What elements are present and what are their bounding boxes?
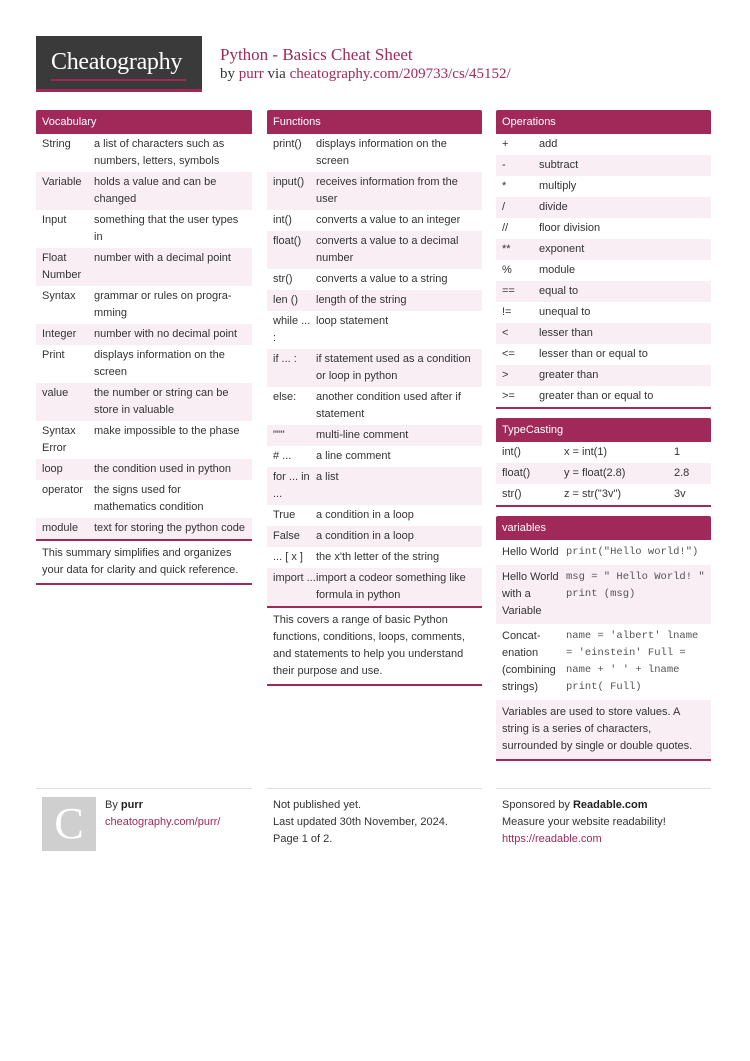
vocabulary-section — [36, 110, 252, 585]
page-title: Python - Basics Cheat Sheet — [220, 45, 413, 64]
vocabulary-row-cell-2: displays information on the screen — [94, 349, 225, 378]
operation-row — [496, 365, 711, 386]
variable-row — [496, 565, 711, 624]
footer-sponsor-block — [502, 797, 666, 848]
operation-row-cell-2: multiply — [539, 180, 577, 192]
author-link[interactable]: purr — [238, 66, 264, 82]
variables-header: variables — [496, 516, 711, 540]
operation-row-cell-2: unequal to — [539, 306, 591, 318]
typecasting-row-cell-2: y = float(2.8) — [564, 467, 626, 479]
footer — [36, 788, 711, 858]
vocabulary-row-cell-1: operator — [42, 484, 83, 496]
typecasting-row — [496, 463, 711, 484]
footer-by-label: By — [105, 799, 118, 811]
operation-row-cell-2: divide — [539, 201, 568, 213]
vocabulary-row-cell-2: number with no decimal point — [94, 328, 238, 340]
operation-row-cell-2: greater than or equal to — [539, 390, 654, 402]
vocabulary-row — [36, 324, 252, 345]
function-row — [267, 568, 482, 606]
function-row-cell-1: False — [273, 530, 300, 542]
function-row-cell-2: if statement used as a condition or loop in python — [316, 353, 471, 382]
operation-row — [496, 260, 711, 281]
operation-row — [496, 323, 711, 344]
variable-row-cell-1: Hello World with a Variable — [502, 571, 559, 617]
function-row-cell-2: a condition in a loop — [316, 509, 414, 521]
function-row-cell-2: a condition in a loop — [316, 530, 414, 542]
via-label: via — [267, 66, 286, 82]
vocabulary-row-cell-2: the condition used in python — [94, 463, 231, 475]
vocabulary-table — [36, 134, 252, 541]
operations-section — [496, 110, 711, 409]
function-row-cell-1: print() — [273, 138, 302, 150]
function-row-cell-1: int() — [273, 214, 292, 226]
column-2 — [267, 110, 482, 695]
publish-status: Not published yet. — [273, 799, 362, 811]
column-3 — [496, 110, 711, 770]
operation-row-cell-1: < — [502, 327, 509, 339]
operation-row — [496, 176, 711, 197]
operation-row-cell-2: lesser than — [539, 327, 593, 339]
function-row-cell-2: loop statement — [316, 315, 389, 327]
operations-header: Operations — [496, 110, 711, 134]
vocabulary-row-cell-1: value — [42, 387, 69, 399]
typecasting-row — [496, 484, 711, 505]
operation-row-cell-1: ** — [502, 243, 511, 255]
function-row — [267, 269, 482, 290]
function-row-cell-1: """ — [273, 429, 285, 441]
function-row-cell-1: # ... — [273, 450, 292, 462]
operation-row — [496, 239, 711, 260]
typecasting-row-cell-1: str() — [502, 488, 522, 500]
vocabulary-row — [36, 172, 252, 210]
operation-row — [496, 134, 711, 155]
vocabulary-row-cell-1: Syntax — [42, 290, 76, 302]
operation-row — [496, 386, 711, 407]
variables-note: Variables are used to store values. A string is a series of characters, surrounded by single or double quotes. — [496, 700, 711, 761]
operation-row-cell-1: == — [502, 285, 515, 297]
logo-underline — [51, 79, 186, 81]
footer-divider — [496, 788, 711, 789]
operation-row — [496, 197, 711, 218]
function-row — [267, 349, 482, 387]
footer-author-block — [105, 797, 220, 831]
variable-row-cell-1: Concatenation (combining strings) — [502, 630, 556, 693]
function-row-cell-1: True — [273, 509, 296, 521]
functions-section — [267, 110, 482, 686]
vocabulary-row — [36, 210, 252, 248]
function-row-cell-2: the x'th letter of the string — [316, 551, 440, 563]
typecasting-row-cell-1: int() — [502, 446, 521, 458]
functions-header: Functions — [267, 110, 482, 134]
vocabulary-row — [36, 459, 252, 480]
operation-row-cell-1: * — [502, 180, 507, 192]
function-row — [267, 311, 482, 349]
sponsor-tagline: Measure your website readability! — [502, 816, 666, 828]
function-row-cell-2: a list — [316, 471, 339, 483]
vocabulary-row-cell-1: Print — [42, 349, 65, 361]
operation-row-cell-1: + — [502, 138, 509, 150]
operation-row-cell-2: lesser than or equal to — [539, 348, 648, 360]
function-row-cell-2: a line comment — [316, 450, 391, 462]
vocabulary-row-cell-2: something that the user types in — [94, 214, 239, 243]
variable-row-cell-2: name = 'albert' lname = 'einstein' Full = name + ' ' + lname print( Full) — [566, 630, 699, 693]
operation-row-cell-2: equal to — [539, 285, 579, 297]
function-row-cell-1: import ... — [273, 572, 316, 584]
function-row-cell-2: multi-line comment — [316, 429, 409, 441]
typecasting-row-cell-2: z = str("3v") — [564, 488, 622, 500]
function-row — [267, 134, 482, 172]
sheet-url-link[interactable]: cheatography.com/209733/cs/45152/ — [289, 66, 511, 82]
variable-row-cell-2: msg = " Hello World! " print (msg) — [566, 571, 705, 600]
byline — [220, 66, 511, 83]
page-number: Page 1 of 2. — [273, 833, 333, 845]
vocabulary-row — [36, 286, 252, 324]
typecasting-row-cell-1: float() — [502, 467, 531, 479]
function-row — [267, 526, 482, 547]
footer-divider — [36, 788, 252, 789]
function-row-cell-2: converts a value to a decimal number — [316, 235, 459, 264]
function-row-cell-2: length of the string — [316, 294, 407, 306]
vocabulary-row — [36, 134, 252, 172]
variable-row-cell-1: Hello World — [502, 546, 559, 558]
variables-section — [496, 516, 711, 761]
typecasting-row-cell-3: 2.8 — [674, 467, 690, 479]
vocabulary-row-cell-1: loop — [42, 463, 63, 475]
operation-row-cell-2: greater than — [539, 369, 599, 381]
operation-row-cell-1: <= — [502, 348, 515, 360]
typecasting-table — [496, 442, 711, 507]
vocabulary-row — [36, 518, 252, 539]
variables-table — [496, 540, 711, 700]
function-row-cell-1: while ... : — [273, 315, 311, 344]
operation-row-cell-1: % — [502, 264, 512, 276]
function-row-cell-1: str() — [273, 273, 293, 285]
sponsor-link[interactable]: https://readable.com — [502, 833, 602, 845]
typecasting-row-cell-3: 1 — [674, 446, 681, 458]
vocabulary-header: Vocabulary — [36, 110, 252, 134]
functions-table — [267, 134, 482, 608]
function-row-cell-2: converts a value to a string — [316, 273, 448, 285]
operation-row-cell-1: / — [502, 201, 506, 213]
function-row — [267, 387, 482, 425]
vocabulary-row-cell-2: text for storing the python code — [94, 522, 246, 534]
vocabulary-row-cell-2: number with a decimal point — [94, 252, 231, 264]
vocabulary-row — [36, 383, 252, 421]
vocabulary-row-cell-1: String — [42, 138, 71, 150]
vocabulary-row-cell-1: module — [42, 522, 79, 534]
operation-row — [496, 218, 711, 239]
vocabulary-row-cell-2: a list of characters such as numbers, letters, symbols — [94, 138, 225, 167]
function-row-cell-1: float() — [273, 235, 302, 247]
vocabulary-row — [36, 248, 252, 286]
function-row — [267, 505, 482, 526]
vocabulary-row-cell-2: grammar or rules on programming — [94, 290, 232, 319]
typecasting-row — [496, 442, 711, 463]
author-avatar[interactable]: C — [42, 797, 96, 851]
function-row-cell-2: receives information from the user — [316, 176, 458, 205]
operation-row — [496, 344, 711, 365]
vocabulary-row-cell-2: holds a value and can be changed — [94, 176, 217, 205]
variable-row — [496, 624, 711, 700]
function-row — [267, 290, 482, 311]
vocabulary-row-cell-1: Float Number — [42, 252, 82, 281]
vocabulary-row-cell-1: Integer — [42, 328, 77, 340]
operation-row-cell-2: exponent — [539, 243, 585, 255]
typecasting-row-cell-2: x = int(1) — [564, 446, 608, 458]
vocabulary-row — [36, 345, 252, 383]
operation-row — [496, 281, 711, 302]
function-row — [267, 467, 482, 505]
footer-author-link[interactable]: cheatography.com/purr/ — [105, 816, 221, 828]
typecasting-section — [496, 418, 711, 507]
typecasting-header: TypeCasting — [496, 418, 711, 442]
function-row — [267, 231, 482, 269]
function-row-cell-2: another condition used after if statement — [316, 391, 461, 420]
function-row-cell-1: input() — [273, 176, 305, 188]
function-row — [267, 210, 482, 231]
logo-text: Cheatography — [51, 49, 183, 75]
sponsored-label: Sponsored by — [502, 799, 570, 811]
operation-row-cell-1: != — [502, 306, 512, 318]
vocabulary-note: This summary simplifies and organizes your data for clarity and quick reference. — [36, 541, 252, 585]
function-row — [267, 425, 482, 446]
function-row-cell-1: for ... in ... — [273, 471, 310, 500]
footer-author-name: purr — [120, 799, 143, 811]
footer-divider — [267, 788, 482, 789]
variable-row — [496, 540, 711, 565]
operation-row — [496, 302, 711, 323]
sponsor-name: Readable.com — [572, 799, 648, 811]
function-row — [267, 446, 482, 467]
function-row-cell-1: else: — [273, 391, 297, 403]
function-row-cell-2: import a codeor something like formula in python — [316, 572, 466, 601]
function-row-cell-1: if ... : — [273, 353, 297, 365]
operation-row-cell-2: floor division — [539, 222, 601, 234]
vocabulary-row-cell-1: Variable — [42, 176, 82, 188]
function-row-cell-1: len () — [273, 294, 299, 306]
by-label: by — [220, 66, 235, 82]
footer-publish-block — [273, 797, 448, 848]
vocabulary-row-cell-2: the signs used for mathematics condition — [94, 484, 204, 513]
vocabulary-row-cell-1: Syntax Error — [42, 425, 76, 454]
cheatography-logo[interactable] — [36, 36, 202, 92]
variable-row-cell-2: print("Hello world!") — [566, 546, 699, 558]
last-updated: Last updated 30th November, 2024. — [273, 816, 448, 828]
function-row-cell-1: ... [ x ] — [273, 551, 303, 563]
function-row-cell-2: displays information on the screen — [316, 138, 447, 167]
operation-row-cell-2: add — [539, 138, 558, 150]
vocabulary-row — [36, 480, 252, 518]
operation-row-cell-1: >= — [502, 390, 515, 402]
typecasting-row-cell-3: 3v — [674, 488, 686, 500]
functions-note: This covers a range of basic Python functions, conditions, loops, comments, and statements to help you understand their purpose and use. — [267, 608, 482, 686]
function-row — [267, 547, 482, 568]
operations-table — [496, 134, 711, 409]
function-row-cell-2: converts a value to an integer — [316, 214, 461, 226]
operation-row-cell-2: module — [539, 264, 576, 276]
vocabulary-row-cell-2: make impossible to the phase — [94, 425, 240, 437]
operation-row-cell-1: - — [502, 159, 506, 171]
operation-row — [496, 155, 711, 176]
column-1 — [36, 110, 252, 594]
vocabulary-row — [36, 421, 252, 459]
operation-row-cell-1: // — [502, 222, 509, 234]
vocabulary-row-cell-1: Input — [42, 214, 67, 226]
operation-row-cell-2: subtract — [539, 159, 579, 171]
function-row — [267, 172, 482, 210]
vocabulary-row-cell-2: the number or string can be store in valuable — [94, 387, 229, 416]
operation-row-cell-1: > — [502, 369, 509, 381]
